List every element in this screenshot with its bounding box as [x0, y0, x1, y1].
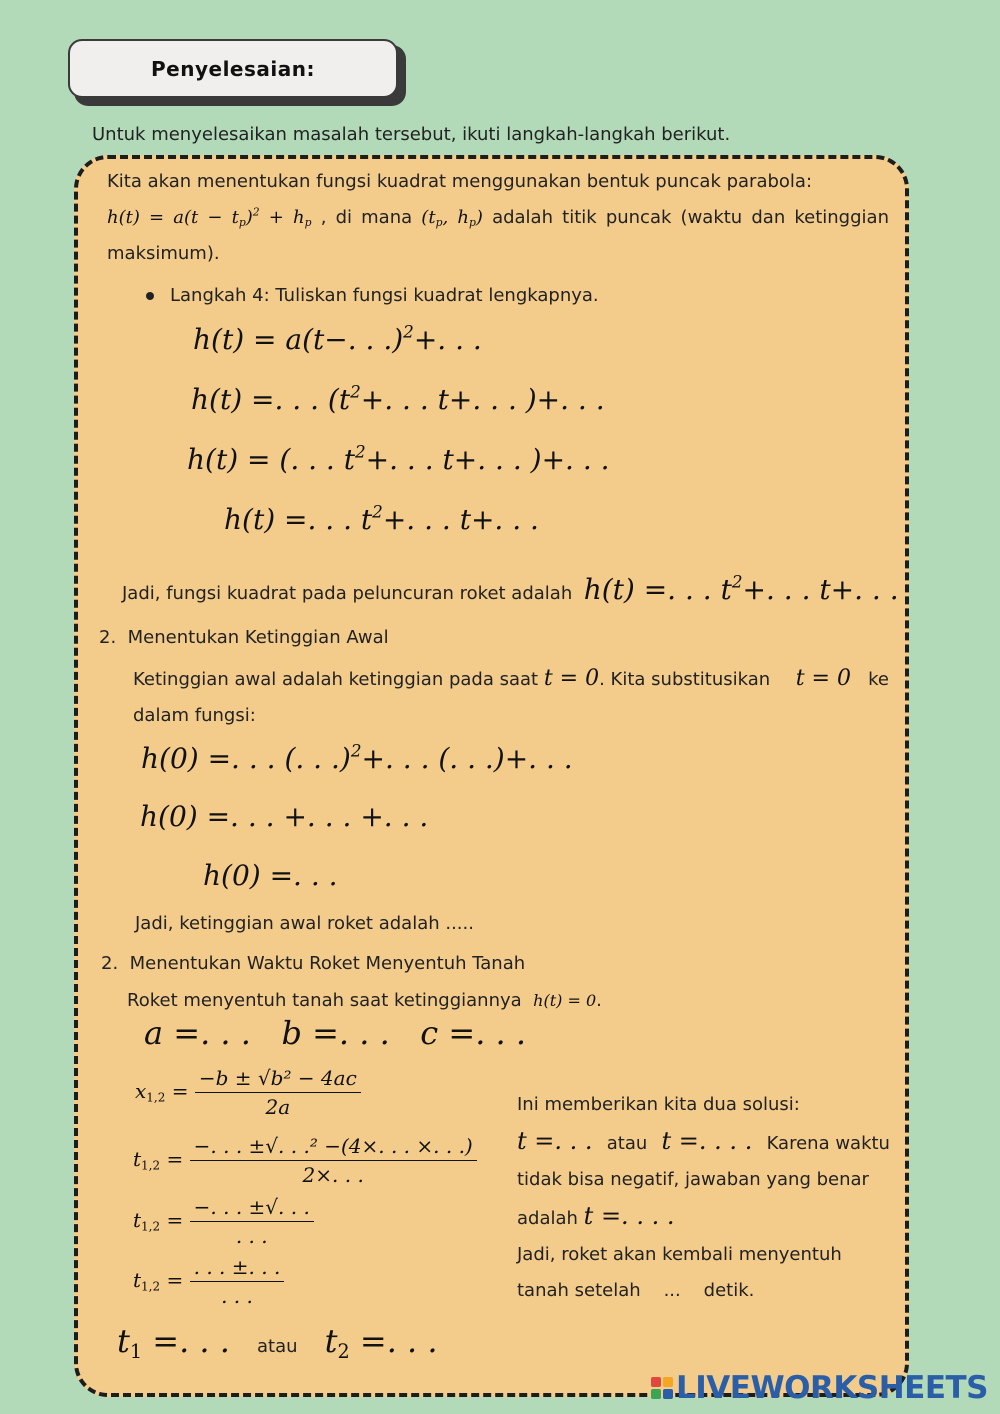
vertex-point: ($t_p$, $h_p$)	[421, 207, 483, 230]
vertex-formula: $h(t) = a(t - t_p)^2 + h_p$	[107, 205, 312, 230]
t12-step3: $t_{1,2}$ = $\frac{. . . \pm. . .}{. . .}$	[133, 1255, 284, 1308]
page-title: Penyelesaian:	[151, 56, 315, 81]
abc-values: a =. . . b =. . . c =. . .	[144, 1014, 527, 1052]
section-ground-line: Roket menyentuh tanah saat ketinggiannya h(t) = 0.	[127, 990, 602, 1011]
step4-conclusion-formula: h(t) =. . . $t^2+$. . . t+. . .	[583, 571, 899, 606]
step4-label: Langkah 4: Tuliskan fungsi kuadrat lengkapnya.	[170, 285, 599, 306]
dimana-text: , di mana	[320, 207, 413, 228]
section-height-heading: 2. Menentukan Ketinggian Awal	[99, 627, 389, 648]
step4-conclusion: Jadi, fungsi kuadrat pada peluncuran roket adalah h(t) =. . . $t^2+$. . . t+. . .	[122, 571, 899, 606]
step4-eq2: h(t) =. . . ($t^2+$. . . t+. . . )+. . .	[191, 381, 605, 416]
title-box	[68, 39, 398, 98]
bullet-icon	[146, 292, 154, 300]
height-conclusion: Jadi, ketinggian awal roket adalah .....	[135, 913, 474, 934]
logo-icon	[651, 1377, 673, 1399]
step4-eq3: h(t) = (. . . $t^2+$. . . t+. . . )+. . .	[187, 441, 610, 476]
vertex-intro-text: Kita akan menentukan fungsi kuadrat menggunakan bentuk puncak parabola:	[107, 171, 813, 192]
height-eq3: h(0) =. . .	[203, 859, 338, 892]
height-eq1: h(0) =. . . (. . .)$^2$+. . . (. . .)+. . .	[141, 740, 573, 775]
liveworksheets-logo	[651, 1370, 988, 1406]
t-solutions: $t_1$ =. . . atau $t_2$ =. . .	[117, 1322, 438, 1363]
logo-text: LIVEWORKSHEETS	[676, 1370, 988, 1406]
vertex-after-text: adalah titik puncak (waktu dan ketinggian maksimum).	[107, 207, 889, 264]
step4-bullet	[146, 278, 599, 314]
height-eq2: h(0) =. . . +. . . +. . .	[140, 800, 429, 833]
t12-step2: $t_{1,2}$ = $\frac{-. . . \pm√. . .}{. . .}$	[133, 1195, 314, 1248]
section-ground-heading: 2. Menentukan Waktu Roket Menyentuh Tanah	[101, 953, 526, 974]
intro-text: Untuk menyelesaikan masalah tersebut, ikuti langkah-langkah berikut.	[92, 124, 731, 145]
section-height-paragraph: Ketinggian awal adalah ketinggian pada saat t = 0. Kita substitusikan t = 0 ke dalam fungsi:	[133, 666, 889, 726]
quadratic-formula: $x_{1,2}$ = $\frac{\text{−b ± √b² − 4ac}}{2a}$	[135, 1066, 361, 1119]
t12-step1: $t_{1,2}$ = $\frac{\text{−. . . ±√. . .² −(4×. . . ×. . .)}}{2\times. . .}$	[133, 1134, 477, 1187]
step4-eq1: h(t) = a(t−. . .)$^2$+. . .	[193, 321, 482, 356]
step4-eq4: h(t) =. . . $t^2+$. . . t+. . .	[224, 501, 539, 536]
right-column-text: Ini memberikan kita dua solusi: t =. . . atau t =. . . . Karena waktu tidak bisa negatif, jawaban yang benar adalah t =. . . . Jadi, roket akan kembali menyentuh tanah setelah ... detik.	[517, 1094, 890, 1301]
vertex-form-paragraph	[107, 164, 889, 272]
